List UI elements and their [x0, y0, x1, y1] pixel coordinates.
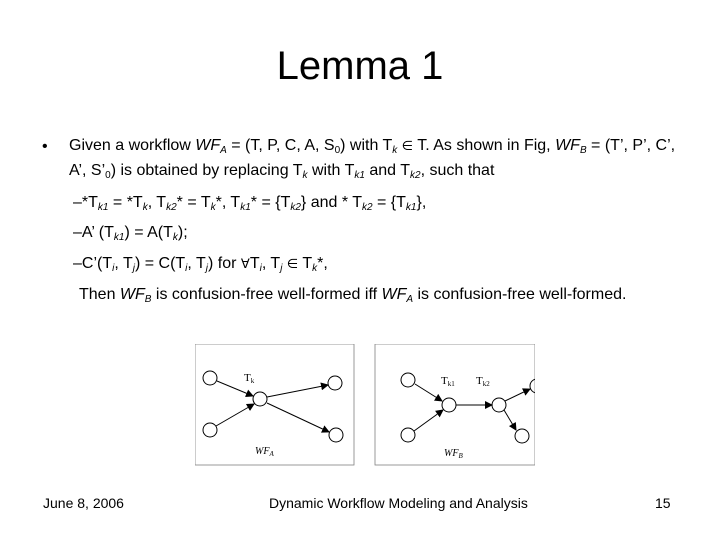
wf-a-input-place-1: [203, 371, 217, 385]
wf-a-frame: [195, 344, 354, 465]
wf-b-arc-in-1: [415, 384, 442, 401]
wf-b-output-place-1-visible: [530, 379, 535, 393]
wf-b-node1-label: Tk1: [441, 375, 455, 388]
wf-a-center-node: [253, 392, 267, 406]
wf-a-arc-out-1: [267, 385, 328, 397]
wf-a-arc-out-2: [267, 403, 329, 432]
wf-b-output-place-2: [515, 429, 529, 443]
wf-a-caption: $WF_A$: [255, 446, 274, 458]
wf-a-output-place-1: [328, 376, 342, 390]
wf-b-input-place-2: [401, 428, 415, 442]
condition-preset: $-*T_{k1} = *T_k$, $T_{k2}* = T_k*$, $T_{k1}* = \{T_{k2}\}$ and * $T_{k2} = \{T_{k1}\}$,: [73, 194, 427, 213]
wf-b-middle-node: [442, 398, 456, 412]
lemma-paragraph: Given a workflow $WF_A = (T$, P, C, A, $S_0$) with $T_k$ ∈ T. As shown in Fig, $WF_B = (T$’, P’, C’, A’, $S’_0$) is obtained by replacing $T_k$ with $T_{k1}$ and $T_{k2}$, such that: [69, 137, 676, 181]
workflow-figure: [195, 344, 535, 466]
bullet-marker: •: [42, 138, 48, 155]
condition-conflict: $-C’(T_i$, $T_j) = C(T_i$, $T_j$) for $\forall T_i$, $T_j$ ∈ $T_k*$,: [73, 255, 328, 274]
page-number: 15: [655, 495, 671, 511]
wf-a-arc-in-2: [216, 404, 254, 426]
footer-date: June 8, 2006: [43, 495, 124, 511]
footer-title: Dynamic Workflow Modeling and Analysis: [269, 495, 528, 511]
wf-a-node-label: Tk: [244, 372, 255, 385]
wf-b-diagram: [375, 344, 535, 465]
wf-a-input-place-2: [203, 423, 217, 437]
slide-title: Lemma 1: [276, 44, 444, 88]
condition-label: –A’ $(T_{k1}) = A(T_k)$;: [73, 224, 188, 243]
wf-a-output-place-2: [329, 428, 343, 442]
wf-b-frame: [375, 344, 535, 465]
wf-a-diagram: [195, 344, 354, 465]
wf-b-arc-out-2: [504, 410, 516, 430]
wf-b-input-place-1: [401, 373, 415, 387]
wf-b-arc-in-2: [414, 410, 443, 431]
conclusion-text: Then $WF_B$ is confusion-free well-formed iff $WF_A$ is confusion-free well-formed.: [79, 286, 627, 305]
wf-b-node2-label: Tk2: [476, 375, 490, 388]
wf-b-arc-out-1: [505, 389, 530, 401]
wf-b-right-node: [492, 398, 506, 412]
wf-b-caption: $WF_B$: [444, 448, 463, 460]
